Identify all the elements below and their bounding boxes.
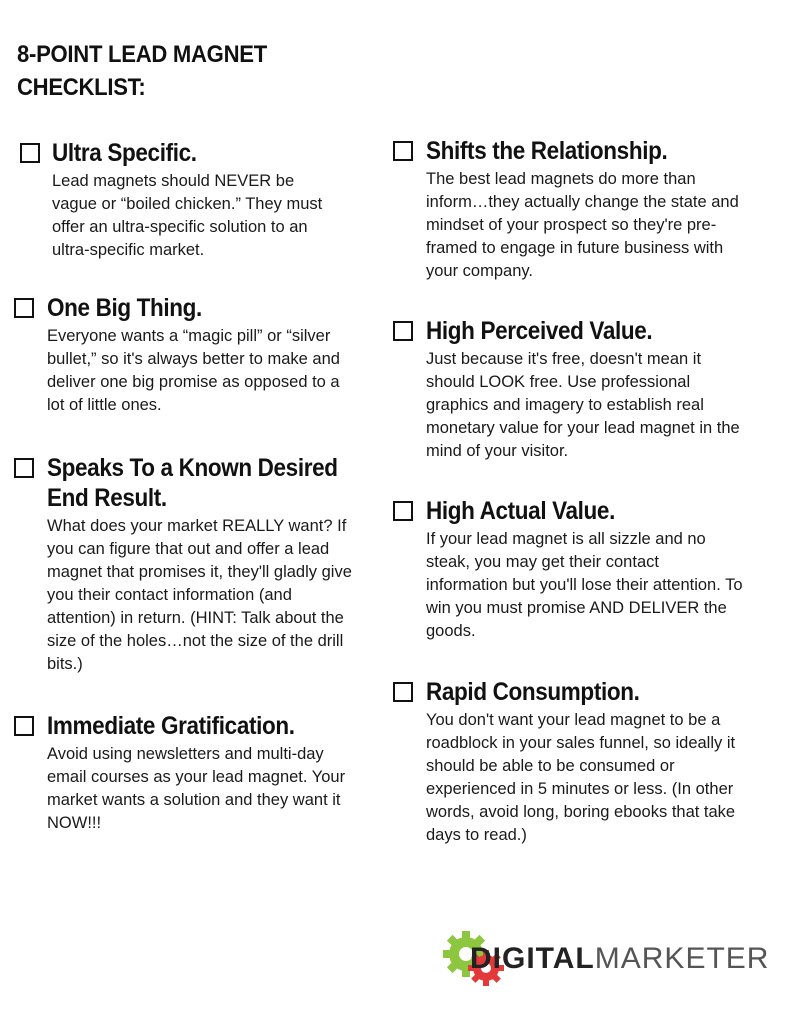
- item-title: High Perceived Value.: [426, 317, 653, 345]
- checkbox[interactable]: [393, 682, 413, 702]
- page-title-line-2: CHECKLIST:: [17, 74, 146, 101]
- item-description: Avoid using newsletters and multi-day email courses as your lead magnet. Your market wants a solution and they want it NOW!!!: [47, 745, 346, 832]
- item-title: Rapid Consumption.: [426, 678, 640, 706]
- checkbox[interactable]: [14, 458, 34, 478]
- item-title: Shifts the Relationship.: [426, 137, 668, 165]
- page-title-line-1: 8-POINT LEAD MAGNET: [17, 41, 267, 68]
- page-title: [17, 38, 321, 104]
- item-title: Ultra Specific.: [52, 139, 197, 167]
- item-title: High Actual Value.: [426, 497, 615, 525]
- checkbox[interactable]: [14, 298, 34, 318]
- item-description: Just because it's free, doesn't mean it should LOOK free. Use professional graphics and imagery to establish real monetary value for your lead magnet in the mind of your visitor.: [426, 350, 740, 460]
- checklist-item-immediate-gratification: [14, 711, 359, 835]
- checklist-item-high-actual-value: [393, 496, 743, 643]
- brand-name-bold: DIGITAL: [470, 942, 595, 975]
- item-description: What does your market REALLY want? If you can figure that out and offer a lead magnet that promises it, they'll gladly give you their contact information (and attention) in return. (HINT: Talk about the size of the holes…not the size of the drill bits.): [47, 517, 352, 673]
- checklist-item-known-desired-end-result: [14, 453, 352, 676]
- checkbox[interactable]: [14, 716, 34, 736]
- checklist-item-one-big-thing: [14, 293, 344, 417]
- item-description: Lead magnets should NEVER be vague or “boiled chicken.” They must offer an ultra-specific solution to an ultra-specific market.: [52, 172, 323, 259]
- checklist-item-ultra-specific: [20, 138, 340, 262]
- checklist-item-shifts-relationship: [393, 136, 743, 283]
- checkbox[interactable]: [393, 321, 413, 341]
- item-description: You don't want your lead magnet to be a roadblock in your sales funnel, so ideally it should be able to be consumed or experienced in 5 minutes or less. (In other words, avoid long, boring ebooks that take days to read.): [426, 711, 736, 844]
- item-title: One Big Thing.: [47, 294, 202, 322]
- item-title: Speaks To a Known Desired End Result.: [47, 454, 338, 512]
- item-title: Immediate Gratification.: [47, 712, 295, 740]
- brand-name-light: MARKETER: [594, 942, 770, 975]
- item-description: If your lead magnet is all sizzle and no steak, you may get their contact information but you'll lose their attention. To win you must promise AND DELIVER the goods.: [426, 530, 743, 640]
- checklist-item-high-perceived-value: [393, 316, 743, 463]
- checkbox[interactable]: [20, 143, 40, 163]
- checkbox[interactable]: [393, 141, 413, 161]
- checkbox[interactable]: [393, 501, 413, 521]
- checklist-item-rapid-consumption: [393, 677, 738, 847]
- item-description: Everyone wants a “magic pill” or “silver bullet,” so it's always better to make and deliver one big promise as opposed to a lot of little ones.: [47, 327, 340, 414]
- item-description: The best lead magnets do more than inform…they actually change the state and mindset of your prospect so they're pre-framed to engage in future business with your company.: [426, 170, 739, 280]
- brand-wordmark: [470, 941, 769, 977]
